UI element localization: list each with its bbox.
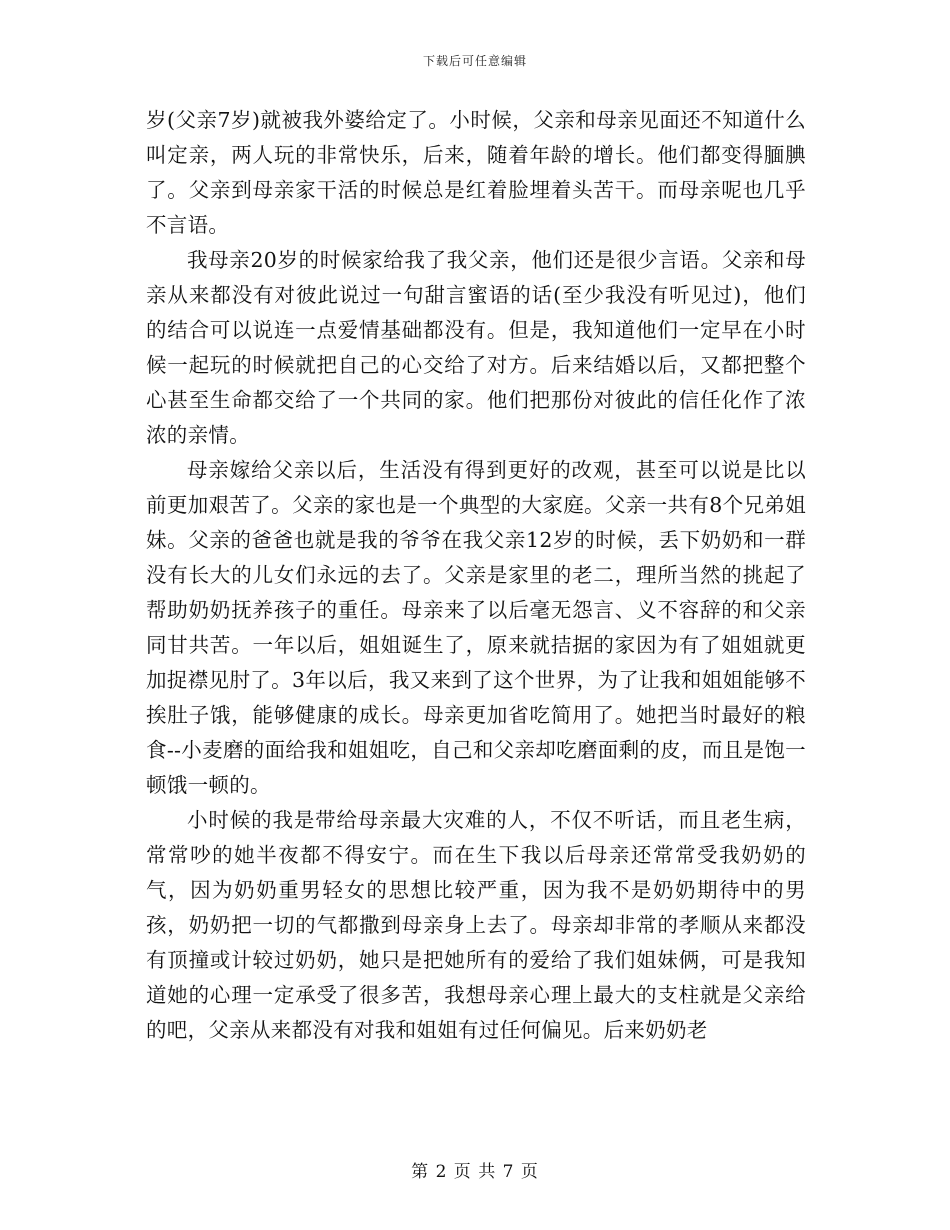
paragraph-continued: 岁(父亲7岁)就被我外婆给定了。小时候，父亲和母亲见面还不知道什么叫定亲，两人玩的非常快乐，后来，随着年龄的增长。他们都变得腼腆了。父亲到母亲家干活的时候总是红着脸埋着头苦干。而母亲呢也几乎不言语。	[146, 108, 806, 237]
paragraph: 母亲嫁给父亲以后，生活没有得到更好的改观，甚至可以说是比以前更加艰苦了。父亲的家也是一个典型的大家庭。父亲一共有8个兄弟姐妹。父亲的爸爸也就是我的爷爷在我父亲12岁的时候，丢下奶奶和一群没有长大的儿女们永远的去了。父亲是家里的老二，理所当然的挑起了帮助奶奶抚养孩子的重任。母亲来了以后毫无怨言、义不容辞的和父亲同甘共苦。一年以后，姐姐诞生了，原来就拮据的家因为有了姐姐就更加捉襟见肘了。3年以后，我又来到了这个世界，为了让我和姐姐能够不挨肚子饿，能够健康的成长。母亲更加省吃简用了。她把当时最好的粮食--小麦磨的面给我和姐姐吃，自己和父亲却吃磨面剩的皮，而且是饱一顿饿一顿的。	[146, 458, 806, 797]
paragraph: 小时候的我是带给母亲最大灾难的人，不仅不听话，而且老生病，常常吵的她半夜都不得安宁。而在生下我以后母亲还常常受我奶奶的气，因为奶奶重男轻女的思想比较严重，因为我不是奶奶期待中的男孩，奶奶把一切的气都撒到母亲身上去了。母亲却非常的孝顺从来都没有顶撞或计较过奶奶，她只是把她所有的爱给了我们姐妹俩，可是我知道她的心理一定承受了很多苦，我想母亲心理上最大的支柱就是父亲给的吧，父亲从来都没有对我和姐姐有过任何偏见。后来奶奶老	[146, 808, 806, 1042]
page-number-footer: 第 2 页 共 7 页	[411, 1162, 539, 1182]
page-header: 下载后可任意编辑	[422, 54, 527, 68]
paragraph: 我母亲20岁的时候家给我了我父亲，他们还是很少言语。父亲和母亲从来都没有对彼此说过一句甜言蜜语的话(至少我没有听见过)，他们的结合可以说连一点爱情基础都没有。但是，我知道他们一定早在小时候一起玩的时候就把自己的心交给了对方。后来结婚以后，又都把整个心甚至生命都交给了一个共同的家。他们把那份对彼此的信任化作了浓浓的亲情。	[146, 248, 806, 447]
document-body	[146, 103, 806, 1048]
